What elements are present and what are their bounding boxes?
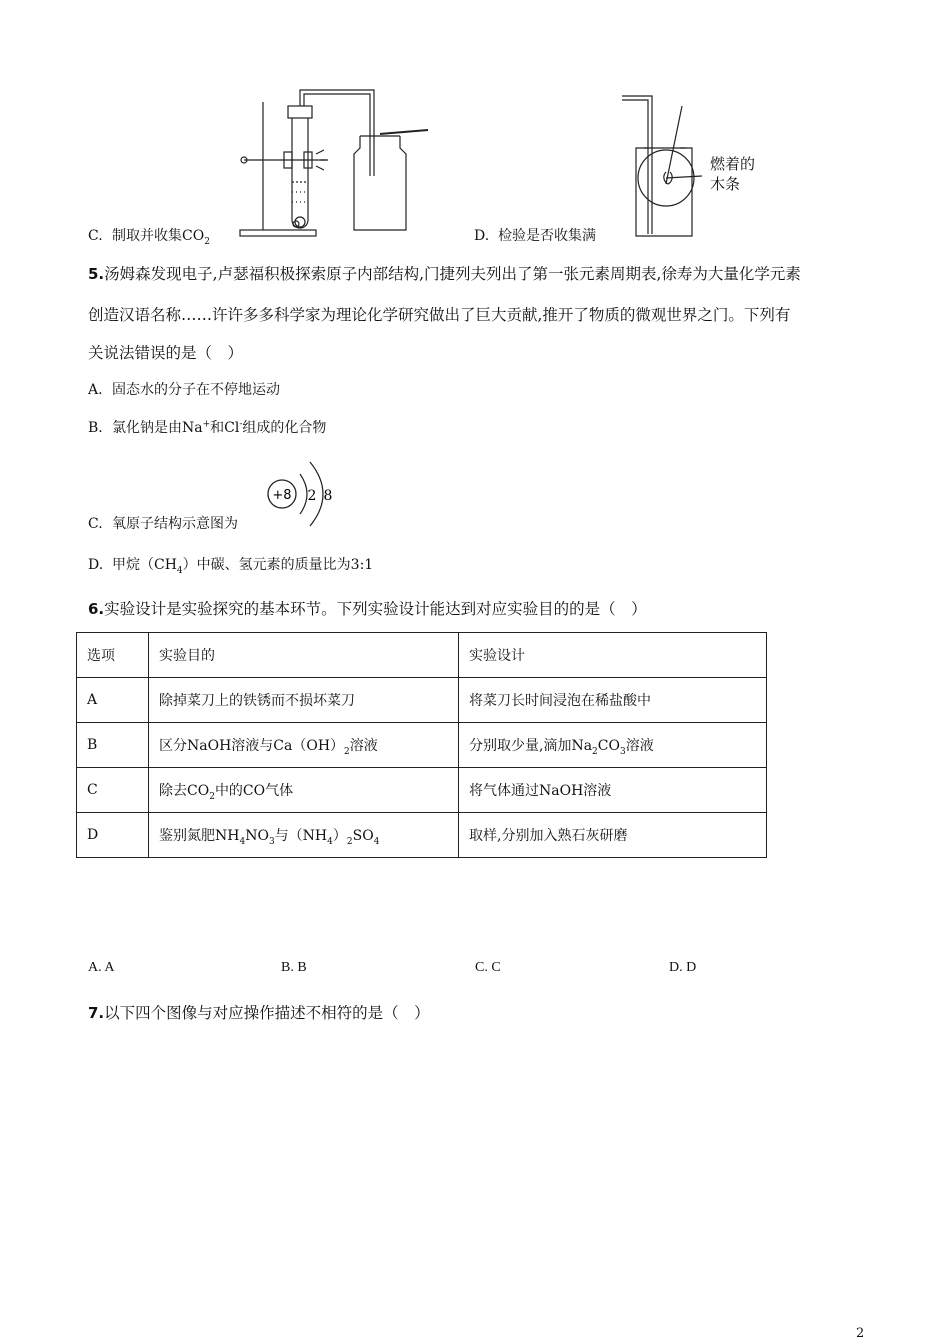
subscript: 4 [373, 836, 380, 847]
cell-text: 溶液 [349, 738, 378, 754]
cell-text: 鉴别氮肥NH [159, 828, 240, 844]
cell-text: 与（NH [274, 828, 328, 844]
co2-apparatus-figure [230, 84, 430, 244]
cell-text: CO [597, 738, 620, 754]
q6-stem [88, 598, 647, 620]
shell-arc-1 [300, 474, 307, 514]
option-label: D. [474, 228, 490, 244]
question-number: 7. [88, 1004, 105, 1022]
table-cell [149, 768, 459, 813]
figure-annotation [710, 154, 755, 194]
subscript: 2 [344, 746, 350, 757]
option-text: 氯化钠是由Na [112, 420, 203, 436]
option-label: C. [88, 516, 103, 532]
option-label: D. [88, 557, 104, 573]
subscript: 3 [268, 836, 275, 847]
option-text: 制取并收集CO [112, 228, 205, 244]
shell-2-electrons: 8 [323, 488, 333, 504]
cell-text: 中的CO气体 [214, 783, 294, 799]
q5-option-c [88, 514, 238, 534]
answer-option-b: B. B [281, 960, 307, 975]
stem-text: 以下四个图像与对应操作描述不相符的是（ ） [104, 1004, 430, 1022]
q5-option-b [88, 418, 326, 438]
option-text: ）中碳、氢元素的质量比为3:1 [182, 557, 374, 573]
stem-text: 汤姆森发现电子,卢瑟福积极探索原子内部结构,门捷列夫列出了第一张元素周期表,徐寿为大量化学元素 [104, 265, 801, 283]
table-row [77, 768, 767, 813]
option-text: 甲烷（CH [112, 557, 177, 573]
subscript: 2 [592, 746, 598, 757]
subscript: 4 [327, 836, 333, 847]
answer-option-a: A. A [88, 960, 115, 975]
table-cell: 取样,分别加入熟石灰研磨 [459, 813, 767, 858]
option-label: A. [88, 382, 103, 398]
q5-stem-line-2: 创造汉语名称……许许多多科学家为理论化学研究做出了巨大贡献,推开了物质的微观世界之门。下列有 [88, 306, 791, 324]
subscript: 3 [619, 746, 626, 757]
cell-text: ） [332, 828, 347, 844]
question-number: 6. [88, 600, 105, 618]
page-number: 2 [856, 1326, 865, 1341]
cell-text: 分别取少量,滴加Na [469, 738, 593, 754]
q4-option-d [474, 226, 596, 246]
subscript: 2 [204, 236, 210, 247]
table-cell: 将菜刀长时间浸泡在稀盐酸中 [459, 678, 767, 723]
subscript: 4 [176, 565, 183, 576]
q5-option-d [88, 555, 373, 575]
table-cell: D [77, 813, 149, 858]
option-text: 组成的化合物 [242, 420, 327, 436]
stem-text: 实验设计是实验探究的基本环节。下列实验设计能达到对应实验目的的是（ ） [104, 600, 647, 618]
superscript: + [202, 419, 211, 430]
table-header-row [77, 633, 767, 678]
q4-option-c [88, 226, 210, 246]
answer-option-d: D. D [669, 960, 697, 975]
header-cell: 选项 [77, 633, 149, 678]
option-text: 检验是否收集满 [498, 228, 596, 244]
annotation-line-2: 木条 [710, 175, 741, 193]
cell-text: 除去CO [159, 783, 210, 799]
option-text: 和Cl [210, 420, 240, 436]
experiment-table [76, 632, 767, 858]
q7-stem [88, 1002, 430, 1024]
subscript: 2 [346, 836, 353, 847]
option-label: B. [88, 420, 103, 436]
option-label: C. [88, 228, 103, 244]
table-cell: 除掉菜刀上的铁锈而不损坏菜刀 [149, 678, 459, 723]
table-cell [149, 723, 459, 768]
subscript: 2 [209, 791, 215, 802]
header-cell: 实验目的 [149, 633, 459, 678]
table-cell [149, 813, 459, 858]
shell-1-electrons: 2 [307, 488, 317, 504]
header-cell: 实验设计 [459, 633, 767, 678]
q5-stem-line-3: 关说法错误的是（ ） [88, 344, 244, 362]
table-cell: B [77, 723, 149, 768]
table-cell: C [77, 768, 149, 813]
cell-text: SO [352, 828, 374, 844]
table-cell [459, 723, 767, 768]
cell-text: 区分NaOH溶液与Ca（OH） [159, 738, 345, 754]
q5-stem-line-1 [88, 263, 801, 285]
subscript: 4 [239, 836, 246, 847]
table-row [77, 678, 767, 723]
table-row [77, 813, 767, 858]
cell-text: NO [245, 828, 269, 844]
q5-option-a [88, 380, 280, 400]
option-text: 固态水的分子在不停地运动 [112, 382, 280, 398]
table-cell: A [77, 678, 149, 723]
nucleus-label: +8 [272, 488, 292, 503]
superscript: - [239, 419, 243, 430]
table-row [77, 723, 767, 768]
answer-option-c: C. C [475, 960, 501, 975]
table-cell: 将气体通过NaOH溶液 [459, 768, 767, 813]
cell-text: 溶液 [625, 738, 654, 754]
question-number: 5. [88, 265, 105, 283]
annotation-line-1: 燃着的 [710, 155, 756, 173]
oxygen-atom-diagram [262, 454, 342, 534]
option-text: 氧原子结构示意图为 [112, 516, 238, 532]
